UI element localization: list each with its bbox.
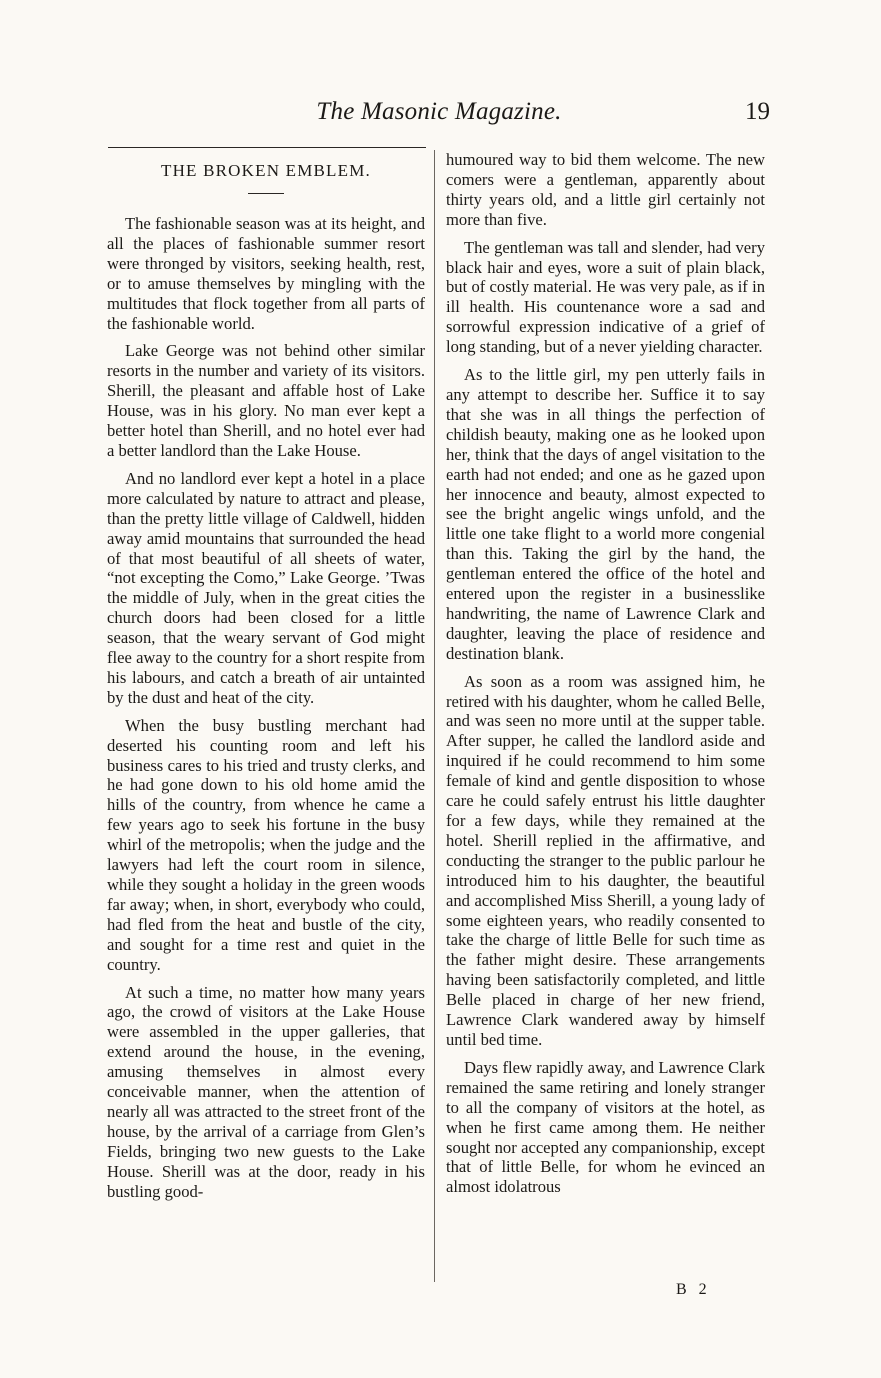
title-rule [248, 193, 284, 194]
paragraph: When the busy bustling merchant had deserted his counting room and left his business cares to his tried and trusty clerks, and he had gone down to his old home amid the hills of the country, from whence he came a few years ago to seek his fortune in the busy whirl of the metropolis; when the judge and the lawyers had left the court room in silence, while they sought a holiday in the green woods far away; when, in short, everybody who could, had fled from the heat and bustle of the city, and sought for a time rest and quiet in the country. [107, 715, 425, 974]
paragraph: As soon as a room was assigned him, he retired with his daughter, whom he called Belle, and was seen no more until at the supper table. After supper, he called the landlord aside and inquired if he could recommend to him some female of kind and gentle disposition to whose care he could safely entrust his little daughter for a few days, while they remained at the hotel. Sherill replied in the affirmative, and conducting the stranger to the public parlour he introduced him to his daughter, the beautiful and accomplished Miss Sherill, a young lady of some eighteen years, who readily consented to take the charge of little Belle for such time as the father might desire. These arrangements having been satisfactorily completed, and little Belle placed in charge of her new friend, Lawrence Clark wandered away by himself until bed time. [446, 671, 765, 1049]
running-title: The Masonic Magazine. [316, 98, 562, 125]
paragraph: Days flew rapidly away, and Lawrence Clark remained the same retiring and lonely stranger to all the company of visitors at the hotel, as when he first came among them. He neither sought nor accepted any companionship, except that of little Belle, for whom he evinced an almost idolatrous [446, 1057, 765, 1197]
signature-mark: B 2 [676, 1281, 711, 1298]
paragraph: At such a time, no matter how many years ago, the crowd of visitors at the Lake House were assembled in the upper galleries, that extend around the house, in the evening, amusing themselves in almost every conceivable manner, when the attention of nearly all was attracted to the street front of the house, by the arrival of a carriage from Glen’s Fields, bringing two new guests to the Lake House. Sherill was at the door, ready in his bustling good- [107, 982, 425, 1201]
header-rule [108, 147, 426, 148]
left-column [107, 152, 425, 1282]
paragraph-continuation: humoured way to bid them welcome. The new comers were a gentleman, apparently about thirty years old, and a little girl certainly not more than five. [446, 150, 765, 229]
paragraph: And no landlord ever kept a hotel in a place more calculated by nature to attract and please, than the pretty little village of Caldwell, hidden away amid mountains that surrounded the head of that most beautiful of all sheets of water, “not excepting the Como,” Lake George. ’Twas the middle of July, when in the great cities the church doors had been closed for a little season, that the weary servant of God might flee away to the country for a short respite from his labours, and catch a breath of air untainted by the dust and heat of the city. [107, 468, 425, 707]
paragraph: As to the little girl, my pen utterly fails in any attempt to describe her. Suffice it to say that she was in all things the perfection of childish beauty, making one as he looked upon her, think that the days of angel visitation to the earth had not ended; and one as he gazed upon her innocence and beauty, almost expected to see the bright angelic wings unfold, and the little one take flight to a world more congenial than this. Taking the girl by the hand, the gentleman entered the office of the hotel and entered upon the register in a businesslike handwriting, the name of Lawrence Clark and daughter, leaving the place of residence and destination blank. [446, 365, 765, 663]
article-title: THE BROKEN EMBLEM. [160, 161, 371, 180]
paragraph: The fashionable season was at its height, and all the places of fashionable summer resort were thronged by visitors, seeking health, rest, or to amuse themselves by mingling with the multitudes that flock together from all parts of the fashionable world. [107, 214, 425, 333]
column-divider [434, 150, 435, 1282]
right-column [446, 150, 765, 1280]
paragraph: Lake George was not behind other similar resorts in the number and variety of its visitors. Sherill, the pleasant and affable host of Lake House, was in his glory. No man ever kept a better hotel than Sherill, and no hotel ever had a better landlord than the Lake House. [107, 341, 425, 460]
page-header [108, 98, 770, 132]
paragraph: The gentleman was tall and slender, had very black hair and eyes, wore a suit of plain black, but of costly material. He was very pale, as if in ill health. His countenance wore a sad and sorrowful expression indicative of a grief of long standing, but of a never yielding character. [446, 237, 765, 357]
page-number: 19 [745, 98, 770, 125]
